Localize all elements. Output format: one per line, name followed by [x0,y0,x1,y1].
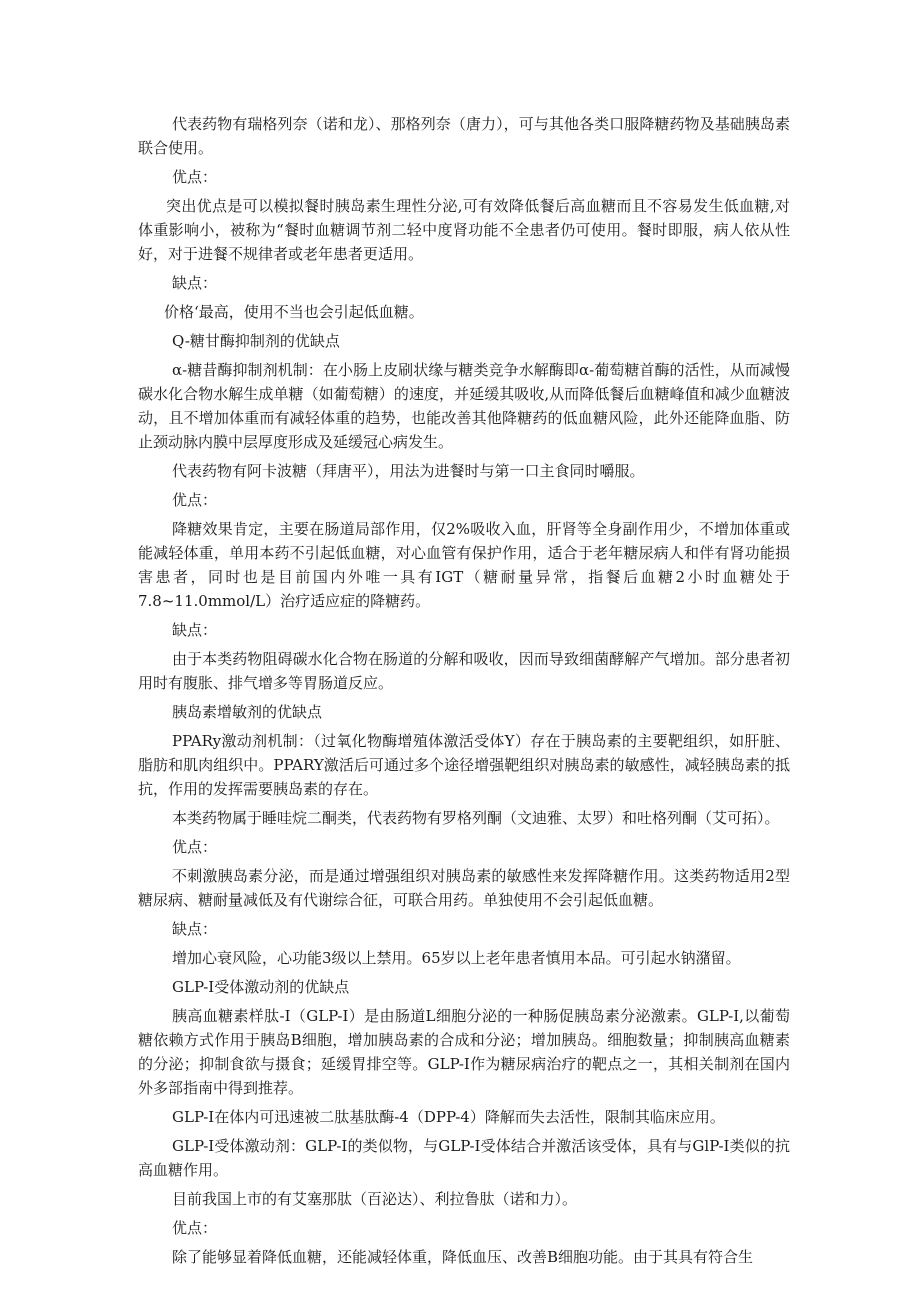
heading-advantages-1: 优点： [172,168,218,186]
paragraph-advantages-tzd: 不刺激胰岛素分泌，而是通过增强组织对胰岛素的敏感性来发挥降糖作用。这类药物适用2型糖尿病、糖耐量减低及有代谢综合征，可联合用药。单独使用不会引起低血糖。 [138,867,790,909]
section-title-glp1: GLP-I受体激动剂的优缺点 [172,978,350,996]
paragraph-thiazolidinediones: 本类药物属于睡哇烷二酮类，代表药物有罗格列酮（文迪雅、太罗）和吐格列酮（艾可拓）。 [172,809,780,827]
heading-advantages-3: 优点： [172,838,218,856]
paragraph-alpha-glucosidase-mechanism: α-糖昔酶抑制剂机制：在小肠上皮刷状缘与糖类竞争水解酶即α-葡萄糖首酶的活性，从而减慢碳水化合物水解生成单糖（如葡萄糖）的速度，并延缓其吸收,从而降低餐后血糖峰值和减少血糖波动，且不增加体重而有减轻体重的趋势，也能改善其他降糖药的低血糖风险，此外还能降血脂、防止颈动脉内膜中层厚度形成及延缓冠心病发生。 [138,361,790,451]
heading-disadvantages-2: 缺点： [172,621,218,639]
heading-advantages-4: 优点： [172,1219,218,1237]
paragraph-advantages-glp1: 除了能够显着降低血糖，还能减轻体重，降低血压、改善B细胞功能。由于其具有符合生 [172,1248,754,1266]
paragraph-glp1-dpp4: GLP-I在体内可迅速被二肽基肽酶-4（DPP-4）降解而失去活性，限制其临床应用。 [172,1108,725,1126]
paragraph-disadvantages-tzd: 增加心衰风险，心功能3级以上禁用。65岁以上老年患者慎用本品。可引起水钠潴留。 [172,949,741,967]
paragraph-disadvantages-acarbose: 由于本类药物阻碍碳水化合物在肠道的分解和吸收，因而导致细菌酵解产气增加。部分患者初用时有腹胀、排气增多等胃肠道反应。 [138,650,790,692]
paragraph-glp1-marketed: 目前我国上市的有艾塞那肽（百泌达）、利拉鲁肽（诺和力）。 [172,1190,578,1208]
paragraph-glp1-agonist: GLP-I受体激动剂：GLP-I的类似物，与GLP-I受体结合并激活该受体，具有与GlP-I类似的抗高血糖作用。 [138,1137,790,1179]
paragraph-representative-drugs-glinides: 代表药物有瑞格列奈（诺和龙）、那格列奈（唐力），可与其他各类口服降糖药物及基础胰岛素联合使用。 [138,115,790,157]
paragraph-representative-drugs-acarbose: 代表药物有阿卡波糖（拜唐平），用法为进餐时与第一口主食同时嚼服。 [172,462,645,480]
heading-disadvantages-3: 缺点： [172,920,218,938]
section-title-alpha-glucosidase: Q-糖甘酶抑制剂的优缺点 [172,332,340,350]
paragraph-advantages-glinides: 突出优点是可以模拟餐时胰岛素生理性分泌,可有效降低餐后高血糖而且不容易发生低血糖,对体重影响小，被称为“餐时血糖调节剂二轻中度肾功能不全患者仍可使用。餐时即服，病人依从性好，对于进餐不规律者或老年患者更适用。 [138,197,790,263]
section-title-insulin-sensitizer: 胰岛素增敏剂的优缺点 [172,703,323,721]
paragraph-advantages-acarbose: 降糖效果肯定，主要在肠道局部作用，仅2%吸收入血，肝肾等全身副作用少，不增加体重或能减轻体重，单用本药不引起低血糖，对心血管有保护作用，适合于老年糖尿病人和伴有肾功能损害患者，同时也是目前国内外唯一具有IGT（糖耐量异常，指餐后血糖2小时血糖处于7.8~11.0mmol∕L）治疗适应症的降糖药。 [138,520,790,610]
heading-disadvantages-1: 缺点： [172,274,218,292]
paragraph-disadvantages-glinides: 价格‘最高，使用不当也会引起低血糖。 [164,303,424,321]
heading-advantages-2: 优点： [172,491,218,509]
paragraph-ppar-mechanism: PPARy激动剂机制：（过氧化物酶增殖体激活受体Y）存在于胰岛素的主要靶组织，如肝脏、脂肪和肌肉组织中。PPARY激活后可通过多个途径增强靶组织对胰岛素的敏感性，减轻胰岛素的抵抗，作用的发挥需要胰岛素的存在。 [138,732,790,798]
paragraph-glp1-intro: 胰高血糖素样肽-I（GLP-I）是由肠道L细胞分泌的一种肠促胰岛素分泌激素。GLP-I,以葡萄糖依赖方式作用于胰岛B细胞，增加胰岛素的合成和分泌；增加胰岛。细胞数量；抑制胰高血糖素的分泌；抑制食欲与摄食；延缓胃排空等。GLP-I作为糖尿病治疗的靶点之一，其相关制剂在国内外多部指南中得到推荐。 [138,1007,790,1097]
